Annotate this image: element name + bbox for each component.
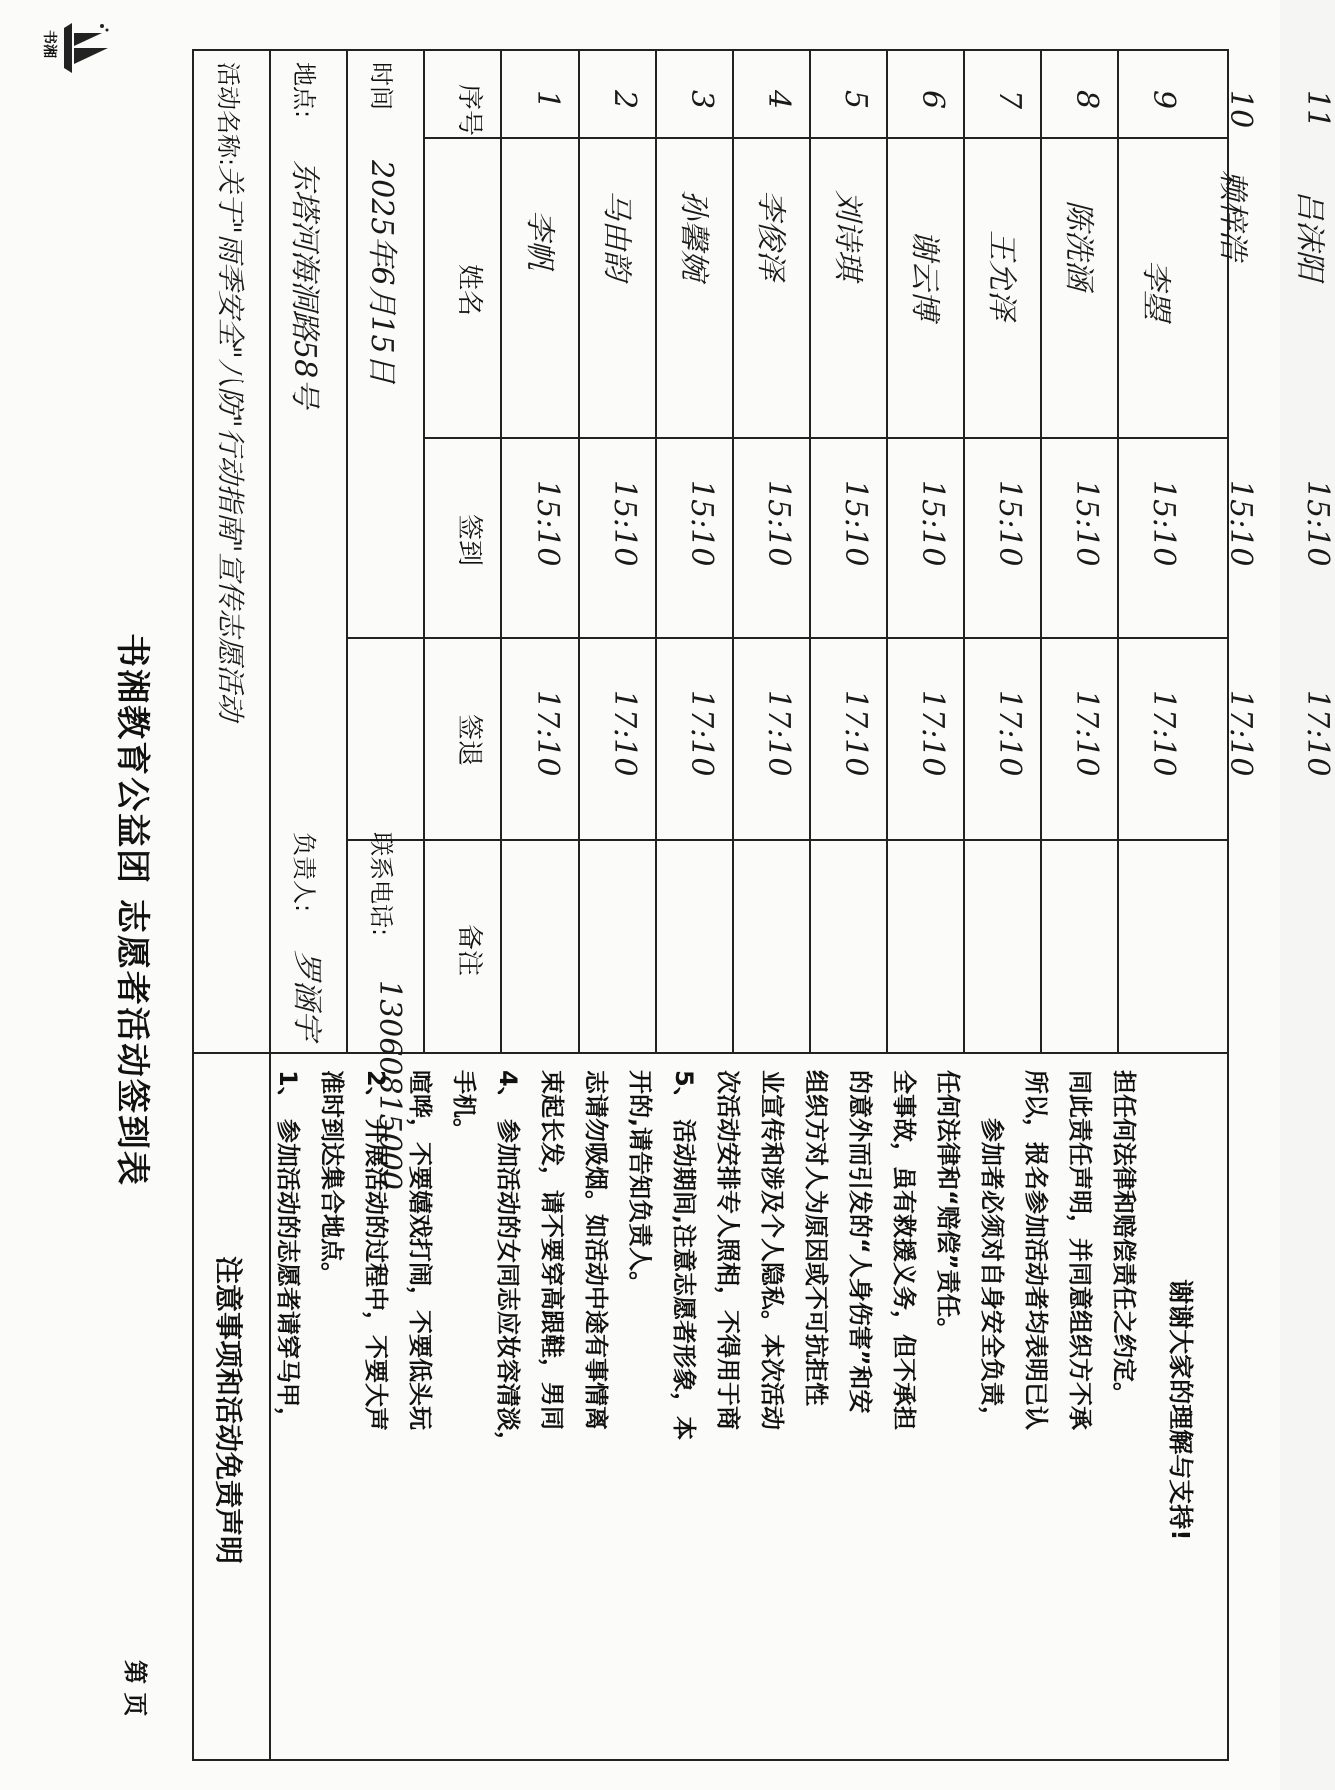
header-sign-out: 签退 <box>454 713 484 766</box>
row-sign-in: 15:10 <box>684 480 719 567</box>
row-no: 6 <box>915 90 950 110</box>
row-sign-out: 17:10 <box>530 690 565 777</box>
header-sign-in: 签到 <box>454 513 484 566</box>
note-line: 全事故，虽有救援义务，但不承担 <box>890 1070 918 1430</box>
row-name: 李俊泽 <box>753 190 788 280</box>
note-line: 次活动安排专人照相，不得用于商 <box>714 1070 742 1430</box>
row-sign-in: 15:10 <box>530 480 565 567</box>
header-name: 姓名 <box>454 263 484 316</box>
row-sign-in: 15:10 <box>838 480 873 567</box>
row-sign-out: 17:10 <box>1300 690 1335 777</box>
note-line: 同此责任声明，并同意组织方不承 <box>1066 1070 1094 1430</box>
notes-title: 注意事项和活动免责声明 <box>212 1255 245 1564</box>
note-line: 业宣传和涉及个人隐私。本次活动 <box>758 1070 786 1430</box>
place-label: 地点: <box>290 62 318 119</box>
row-name: 刘诗琪 <box>830 190 865 280</box>
row-sign-in: 15:10 <box>1146 480 1181 567</box>
row-sign-out: 17:10 <box>1223 690 1258 777</box>
time-label: 时间 <box>367 62 395 110</box>
row-sign-in: 15:10 <box>1300 480 1335 567</box>
phone-label: 联系电话: <box>367 832 395 937</box>
row-no: 8 <box>1069 90 1104 110</box>
row-sign-in: 15:10 <box>607 480 642 567</box>
note-line: 所以，报名参加活动者均表明已认 <box>1022 1070 1050 1430</box>
row-name: 赖梓浩 <box>1215 170 1250 260</box>
note-line: 2、 开展活动的过程中，不要大声 <box>362 1070 390 1432</box>
row-name: 李曌 <box>1138 260 1173 320</box>
row-no: 1 <box>530 90 565 110</box>
note-line: 参加者必须对自身安全负责， <box>978 1118 1006 1430</box>
row-sign-out: 17:10 <box>607 690 642 777</box>
logo-text: 书湘 <box>41 30 57 58</box>
row-no: 5 <box>838 90 873 110</box>
note-line: 的意外而引发的“人身伤害”和安 <box>846 1070 874 1414</box>
row-name: 王允泽 <box>984 230 1019 320</box>
row-no: 11 <box>1300 90 1335 129</box>
row-sign-out: 17:10 <box>1069 690 1104 777</box>
row-no: 4 <box>761 90 796 110</box>
row-name: 吕沫阳 <box>1292 190 1327 280</box>
row-no: 2 <box>607 90 642 110</box>
note-line: 任何法律和“赔偿”责任。 <box>934 1070 962 1342</box>
leader-label: 负责人: <box>290 832 318 913</box>
note-line: 束起长发，请不要穿高跟鞋，男同 <box>538 1070 566 1430</box>
row-name: 马由韵 <box>599 190 634 280</box>
phone-value: 13060815000 <box>372 980 407 1190</box>
activity-value: 关于"雨季安全"八防"行动指南"宣传志愿活动 <box>214 165 247 721</box>
notes-block <box>270 1070 1138 1750</box>
row-sign-out: 17:10 <box>761 690 796 777</box>
row-sign-out: 17:10 <box>992 690 1027 777</box>
row-sign-in: 15:10 <box>1223 480 1258 567</box>
leader-value: 罗涵宇 <box>289 950 324 1040</box>
row-sign-in: 15:10 <box>992 480 1027 567</box>
header-no: 序号 <box>454 83 484 136</box>
note-line: 志请勿吸烟。如活动中途有事情离 <box>582 1070 610 1430</box>
header-remark: 备注 <box>454 923 484 976</box>
note-line: 组织方对人为原因或不可抗拒性 <box>802 1070 830 1406</box>
row-sign-out: 17:10 <box>838 690 873 777</box>
row-sign-in: 15:10 <box>915 480 950 567</box>
page-title: 书湘教育公益团 志愿者活动签到表 <box>112 633 152 1187</box>
note-line: 5、 活动期间,注意志愿者形象，本 <box>670 1070 698 1441</box>
row-sign-out: 17:10 <box>684 690 719 777</box>
row-sign-in: 15:10 <box>1069 480 1104 567</box>
row-no: 9 <box>1146 90 1181 110</box>
page-number-label: 第 页 <box>121 1660 149 1717</box>
row-no: 10 <box>1223 90 1258 129</box>
note-line: 4、 参加活动的女同志应妆容清淡， <box>494 1070 522 1456</box>
row-sign-in: 15:10 <box>761 480 796 567</box>
note-line: 1、 参加活动的志愿者请穿马甲， <box>274 1070 302 1432</box>
row-name: 李帆 <box>522 210 557 270</box>
place-value: 东塔河海洞路58号 <box>287 160 322 409</box>
activity-label: 活动名称: <box>214 62 242 167</box>
row-no: 3 <box>684 90 719 110</box>
note-line: 开的,请告知负责人。 <box>626 1070 654 1296</box>
note-line: 担任何法律和赔偿责任之约定。 <box>1110 1070 1138 1406</box>
row-name: 谢云博 <box>907 230 942 320</box>
note-line: 喧哗，不要嬉戏打闹，不要低头玩 <box>406 1070 434 1430</box>
note-line: 手机。 <box>450 1070 478 1142</box>
row-sign-out: 17:10 <box>1146 690 1181 777</box>
row-name: 孙馨婉 <box>676 190 711 280</box>
notes-thanks: 谢谢大家的理解与支持! <box>1166 1279 1195 1541</box>
note-line: 准时到达集合地点。 <box>318 1070 346 1286</box>
row-sign-out: 17:10 <box>915 690 950 777</box>
time-value: 2025年6月15日 <box>364 160 399 384</box>
row-no: 7 <box>992 90 1027 110</box>
row-name: 陈洗涵 <box>1061 200 1096 290</box>
